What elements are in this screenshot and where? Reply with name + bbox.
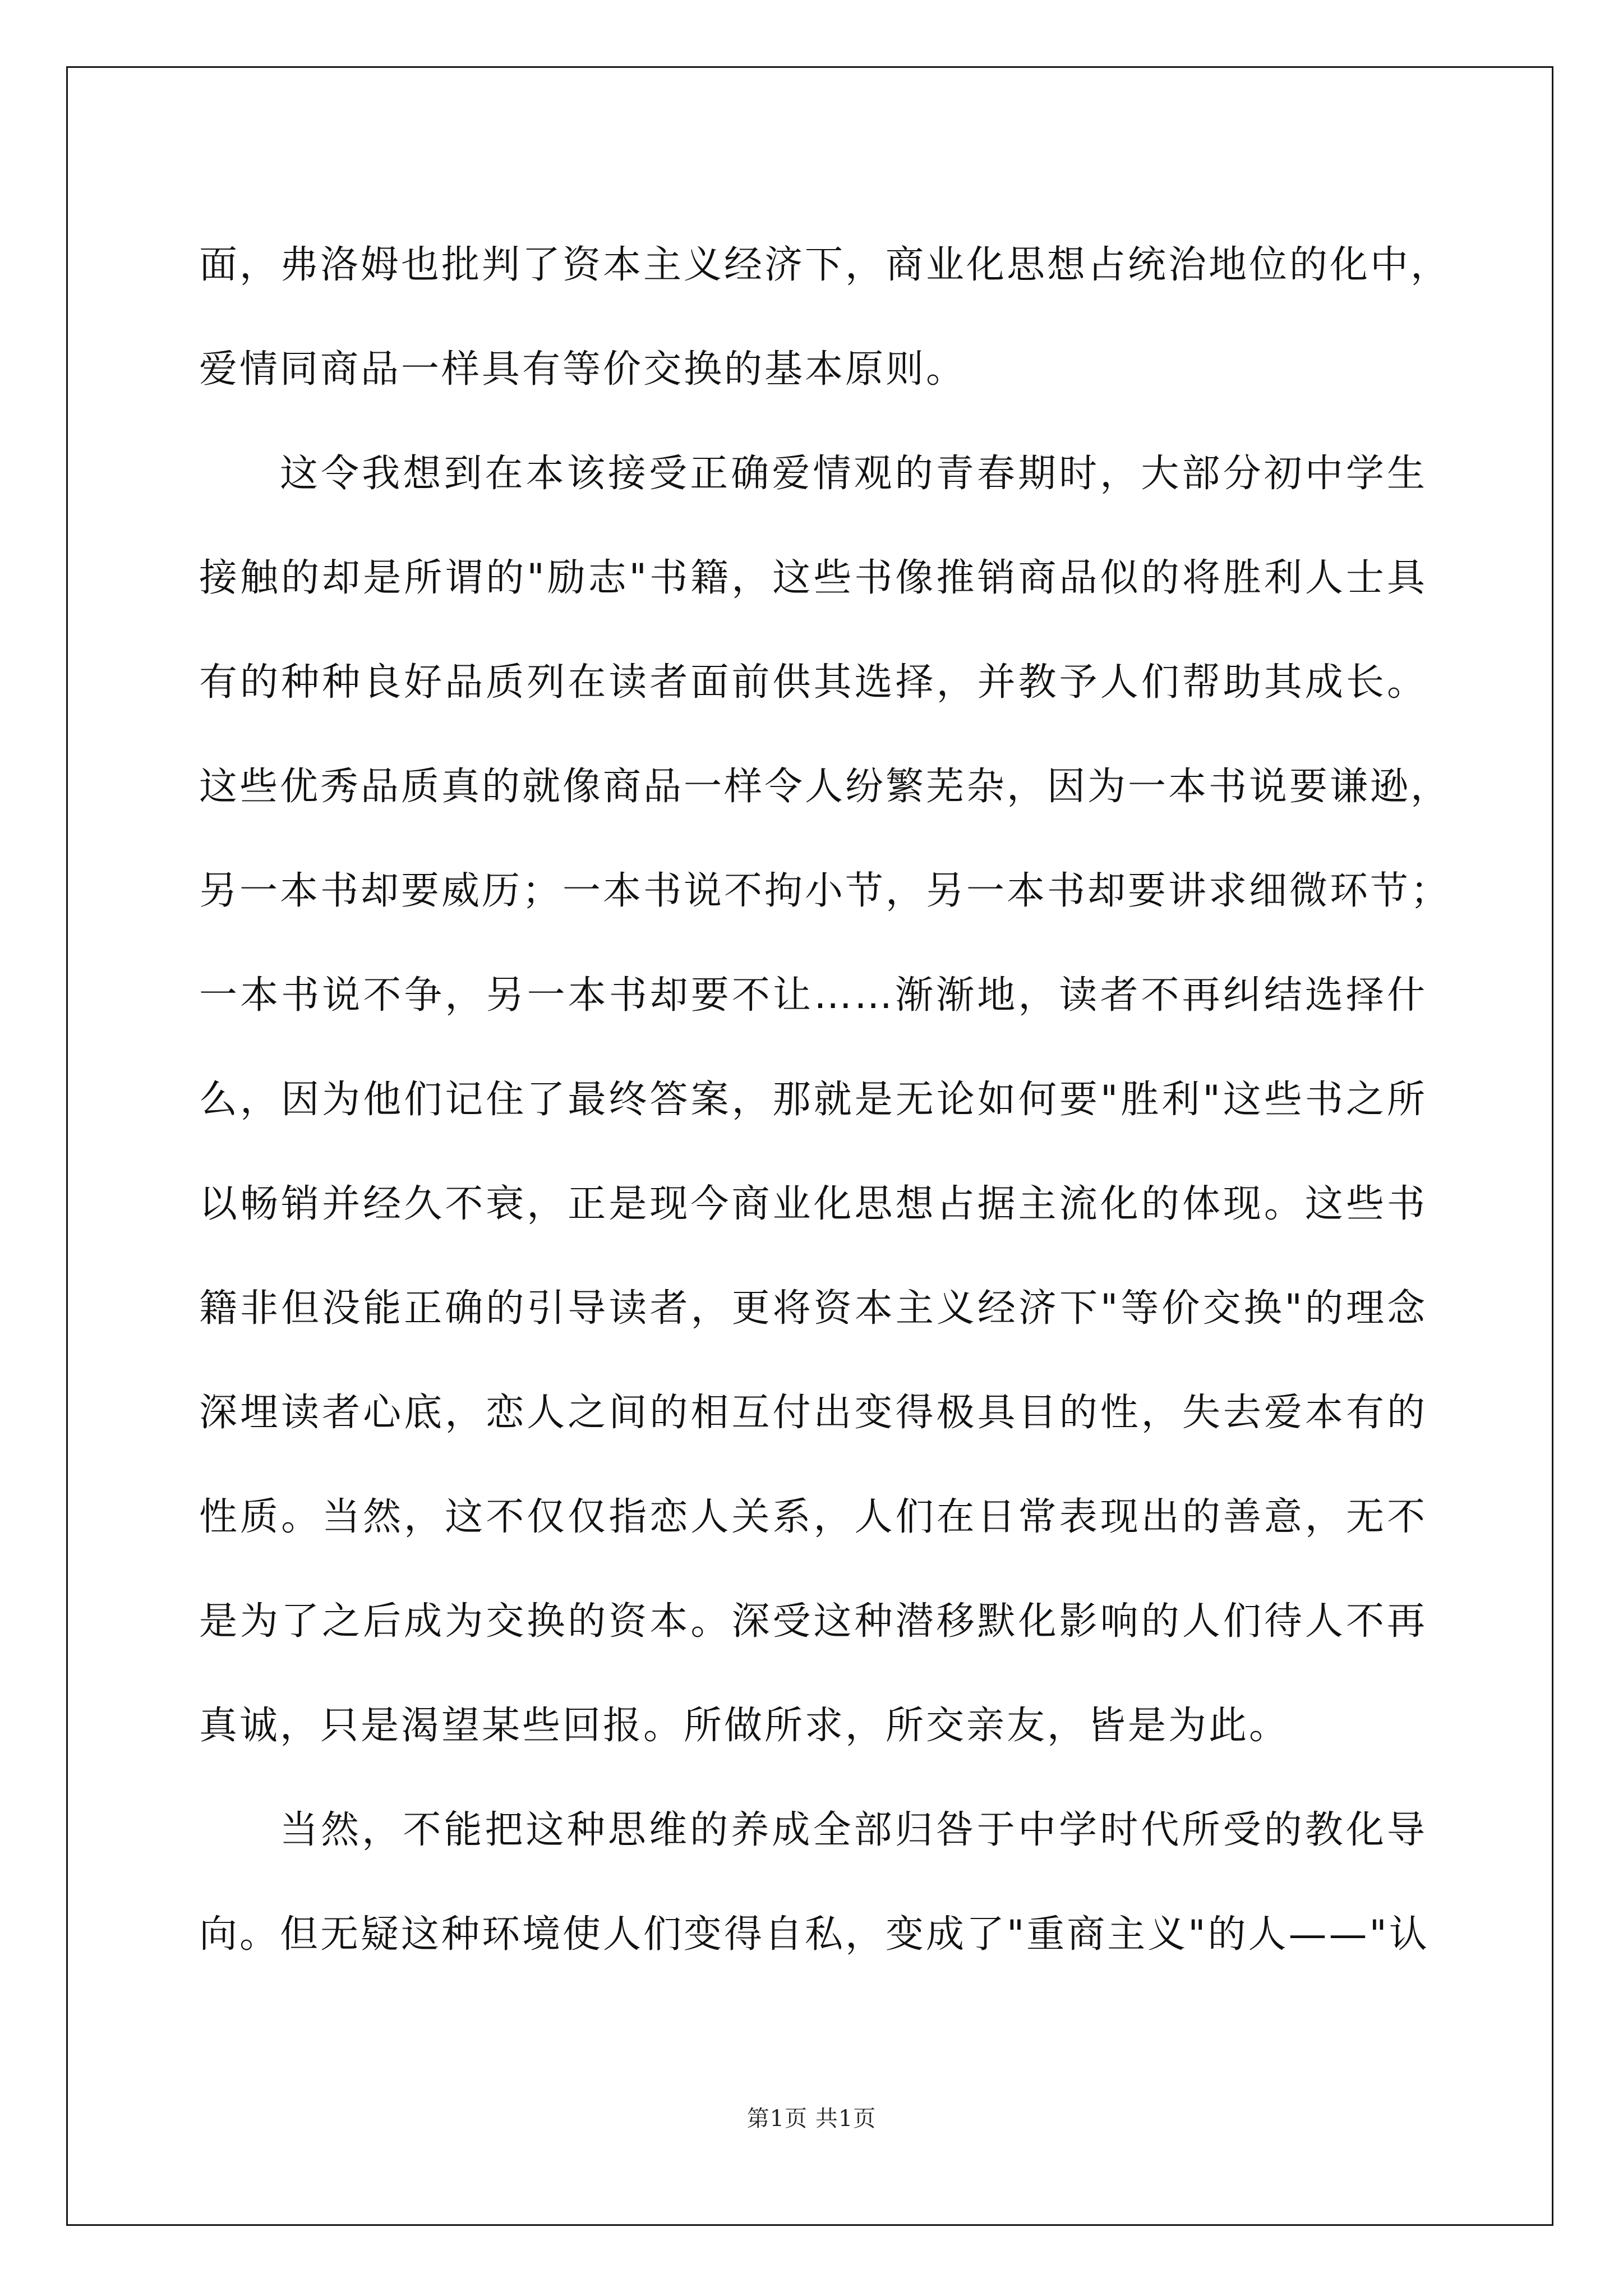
paragraph-3 xyxy=(199,1778,1430,1987)
page-number-footer: 第1页 共1页 xyxy=(746,2106,877,2132)
text-line: 面，弗洛姆也批判了资本主义经济下，商业化思想占统治地位的化中， xyxy=(199,243,1451,287)
text-line: 一本书说不争，另一本书却要不让……渐渐地，读者不再纠结选择什 xyxy=(199,973,1427,1018)
document-body xyxy=(199,213,1451,1987)
text-line: 是为了之后成为交换的资本。深受这种潜移默化影响的人们待人不再 xyxy=(199,1599,1427,1644)
paragraph-1 xyxy=(199,213,1451,422)
text-line: 这令我想到在本该接受正确爱情观的青春期时，大部分初中学生 xyxy=(280,452,1427,496)
text-line: 这些优秀品质真的就像商品一样令人纷繁芜杂，因为一本书说要谦逊， xyxy=(199,765,1451,809)
text-line: 接触的却是所谓的"励志"书籍，这些书像推销商品似的将胜利人士具 xyxy=(199,556,1427,600)
text-line: 籍非但没能正确的引导读者，更将资本主义经济下"等价交换"的理念 xyxy=(199,1286,1427,1331)
text-line: 另一本书却要威历；一本书说不拘小节，另一本书却要讲求细微环节； xyxy=(199,869,1451,913)
text-line: 有的种种良好品质列在读者面前供其选择，并教予人们帮助其成长。 xyxy=(199,660,1427,705)
paragraph-2 xyxy=(199,422,1451,1778)
text-line: 么，因为他们记住了最终答案，那就是无论如何要"胜利"这些书之所 xyxy=(199,1078,1427,1122)
text-line: 深埋读者心底，恋人之间的相互付出变得极具目的性，失去爱本有的 xyxy=(199,1391,1427,1435)
text-line: 向。但无疑这种环境使人们变得自私，变成了"重商主义"的人——"认 xyxy=(199,1912,1430,1957)
text-line: 当然，不能把这种思维的养成全部归咎于中学时代所受的教化导 xyxy=(280,1808,1427,1852)
text-line: 以畅销并经久不衰，正是现今商业化思想占据主流化的体现。这些书 xyxy=(199,1182,1427,1226)
text-line: 真诚，只是渴望某些回报。所做所求，所交亲友，皆是为此。 xyxy=(199,1704,1290,1748)
text-line: 性质。当然，这不仅仅指恋人关系，人们在日常表现出的善意，无不 xyxy=(199,1495,1427,1539)
text-line: 爱情同商品一样具有等价交换的基本原则。 xyxy=(199,347,967,392)
